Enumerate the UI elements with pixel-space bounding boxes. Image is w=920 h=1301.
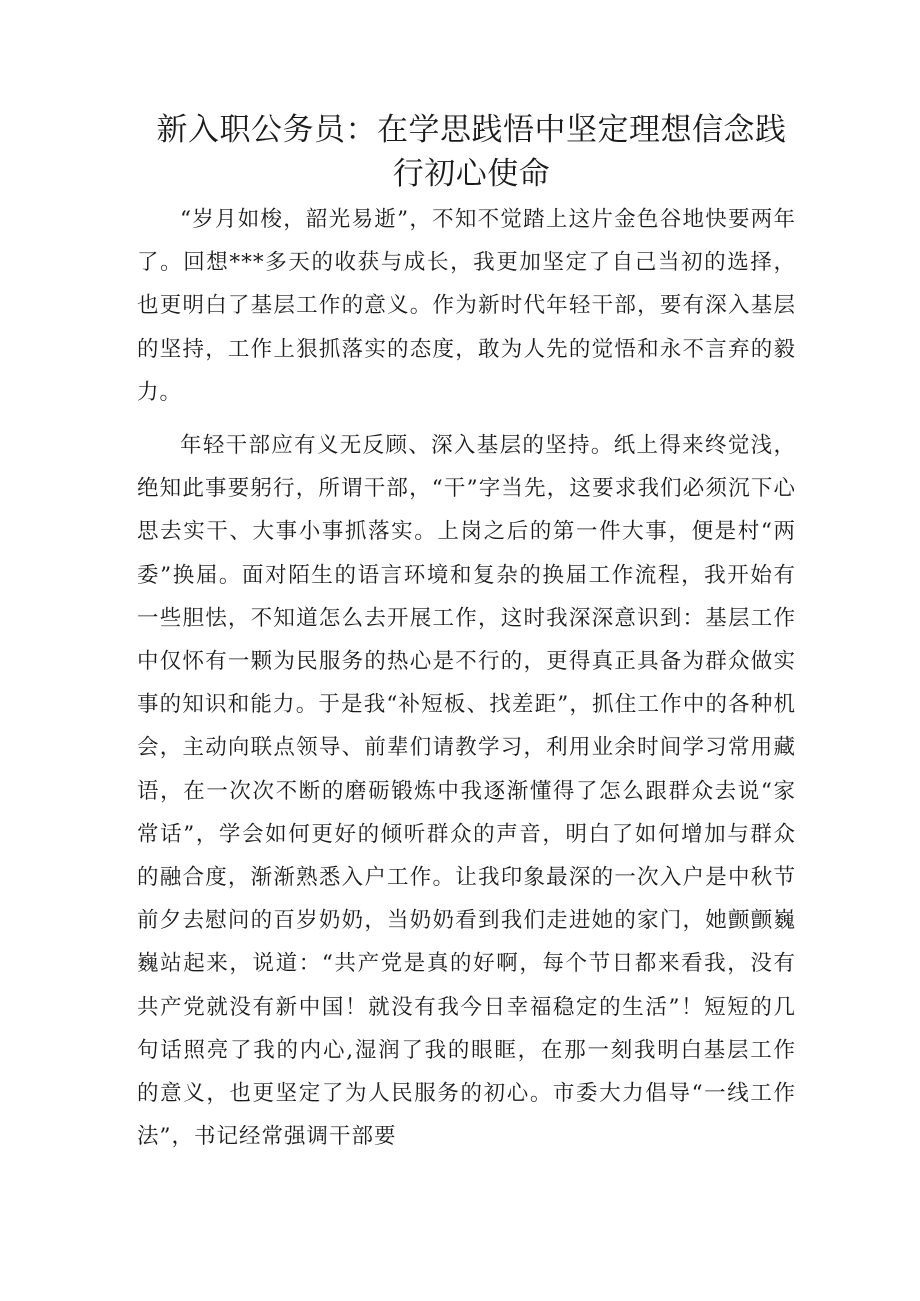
paragraph-body: 年轻干部应有义无反顾、深入基层的坚持。纸上得来终觉浅，绝知此事要躬行，所谓干部，“干”字当先，这要求我们必须沉下心思去实干、大事小事抓落实。上岗之后的第一件大事，便是村“两委”换届。面对陌生的语言环境和复杂的换届工作流程，我开始有一些胆怯，不知道怎么去开展工作，这时我深深意识到：基层工作中仅怀有一颗为民服务的热心是不行的，更得真正具备为群众做实事的知识和能力。于是我“补短板、找差距”，抓住工作中的各种机会，主动向联点领导、前辈们请教学习，利用业余时间学习常用藏语，在一次次不断的磨砺锻炼中我逐渐懂得了怎么跟群众去说“家常话”，学会如何更好的倾听群众的声音，明白了如何增加与群众的融合度，渐渐熟悉入户工作。让我印象最深的一次入户是中秋节前夕去慰问的百岁奶奶，当奶奶看到我们走进她的家门，她颤颤巍巍站起来，说道：“共产党是真的好啊，每个节日都来看我，没有共产党就没有新中国！就没有我今日幸福稳定的生活”！短短的几句话照亮了我的内心,湿润了我的眼眶，在那一刻我明白基层工作的意义，也更坚定了为人民服务的初心。市委大力倡导“一线工作法”，书记经常强调干部要 (137, 433, 796, 1150)
paragraph-intro: “岁月如梭，韶光易逝”，不知不觉踏上这片金色谷地快要两年了。回想***多天的收获与成长，我更加坚定了自己当初的选择，也更明白了基层工作的意义。作为新时代年轻干部，要有深入基层的坚持，工作上狠抓落实的态度，敢为人先的觉悟和永不言弃的毅力。 (137, 207, 796, 405)
document-title: 新入职公务员：在学思践悟中坚定理想信念践行初心使命 (156, 112, 787, 192)
